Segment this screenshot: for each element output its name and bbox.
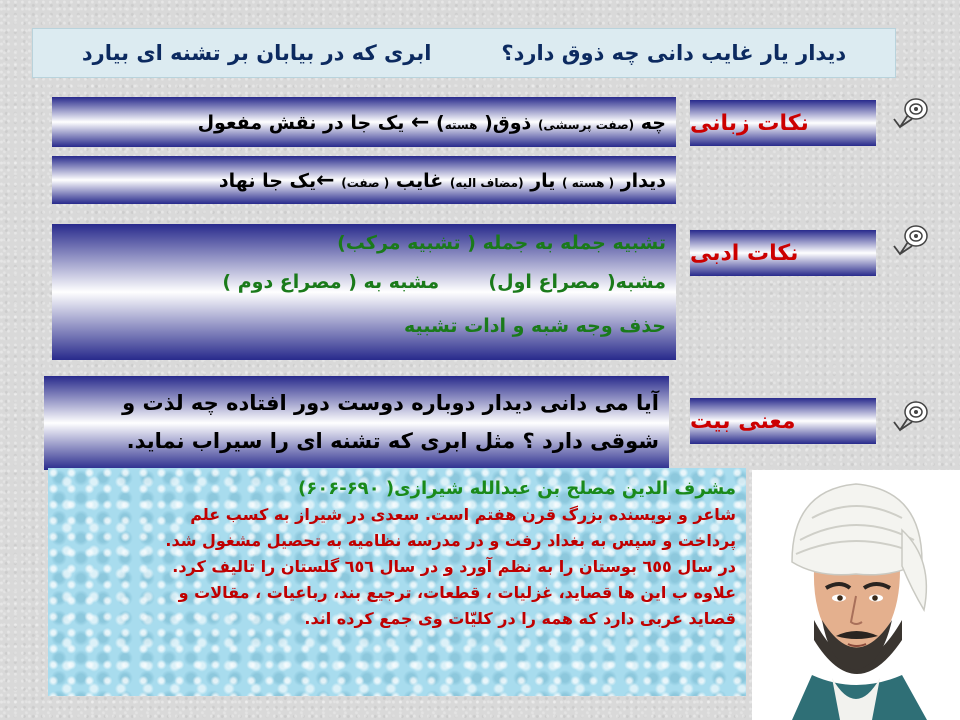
biography-heading: مشرف الدین مصلح بن عبدالله شیرازی( ۶۹۰-۶۰۶) — [298, 478, 736, 499]
word: غایب — [395, 169, 444, 192]
title-box — [32, 28, 896, 78]
literary-line-2 — [62, 260, 666, 304]
tenor-text: مشبه( مصراع اول) — [488, 271, 666, 293]
section-label-literary — [690, 230, 876, 276]
grammar-tag: ( صفت) — [341, 175, 390, 190]
word: چه — [640, 111, 666, 134]
vehicle-text: مشبه به ( مصراع دوم ) — [222, 271, 440, 293]
paren: ) — [436, 111, 445, 134]
biography-box — [48, 468, 746, 696]
section-label-text: معنی بیت — [690, 408, 796, 434]
meaning-line-1: آیا می دانی دیدار دوباره دوست دور افتاده چه لذت و — [122, 391, 659, 415]
section-label-meaning — [690, 398, 876, 444]
literary-line-3: حذف وجه شبه و ادات تشبیه — [404, 315, 666, 337]
biography-line: در سال ٦٥٥ بوستان را به نظم آورد و در سال ٦٥٦ گلستان را تالیف کرد. — [172, 557, 736, 576]
word: دیدار — [620, 169, 666, 192]
biography-line: علاوه ب این ها قصاید، غزلیات ، قطعات، ترجیع بند، رباعیات ، مقالات و — [178, 583, 736, 602]
grammar-tag: (مضاف الیه) — [449, 175, 524, 190]
grammar-tag: هسته — [444, 117, 478, 132]
grammar-tag: (صفت پرسشی) — [537, 117, 635, 132]
linguistic-note-2 — [52, 156, 676, 204]
section-label-text: نکات زبانی — [690, 110, 809, 136]
linguistic-line-1 — [198, 110, 666, 135]
arrow-left-icon: ← — [316, 167, 335, 193]
linguistic-line-2 — [219, 168, 666, 193]
biography-line: قصاید عربی دارد که همه را در کلیّات وی جمع کرده اند. — [304, 609, 736, 628]
bullet-pin-icon — [890, 222, 930, 262]
meaning-box — [44, 376, 669, 470]
section-label-text: نکات ادبی — [690, 240, 799, 266]
bullet-pin-icon — [890, 95, 930, 135]
bullet-pin-icon — [890, 398, 930, 438]
hemistich-left: ابری که در بیابان بر تشنه ای بیارد — [81, 41, 432, 65]
hemistich-right: دیدار یار غایب دانی چه ذوق دارد؟ — [501, 41, 847, 65]
word: یار — [530, 169, 556, 192]
linguistic-note-1 — [52, 97, 676, 147]
role-text: یک جا در نقش مفعول — [197, 111, 405, 134]
word: ذوق( — [484, 111, 532, 134]
literary-notes — [52, 224, 676, 360]
role-text: یک جا نهاد — [218, 169, 317, 192]
literary-line-1: تشبیه جمله به جمله ( تشبیه مرکب) — [337, 232, 666, 254]
section-label-linguistic — [690, 100, 876, 146]
meaning-line-2: شوقی دارد ؟ مثل ابری که تشنه ای را سیراب نماید. — [126, 429, 659, 453]
saadi-portrait — [752, 470, 960, 720]
biography-line: پرداخت و سپس به بغداد رفت و در مدرسه نظامیه به تحصیل مشغول شد. — [165, 531, 736, 550]
grammar-tag: ( هسته ) — [562, 175, 615, 190]
arrow-left-icon: ← — [410, 109, 430, 135]
biography-line: شاعر و نویسنده بزرگ قرن هفتم است. سعدی در شیراز به کسب علم — [190, 505, 736, 524]
